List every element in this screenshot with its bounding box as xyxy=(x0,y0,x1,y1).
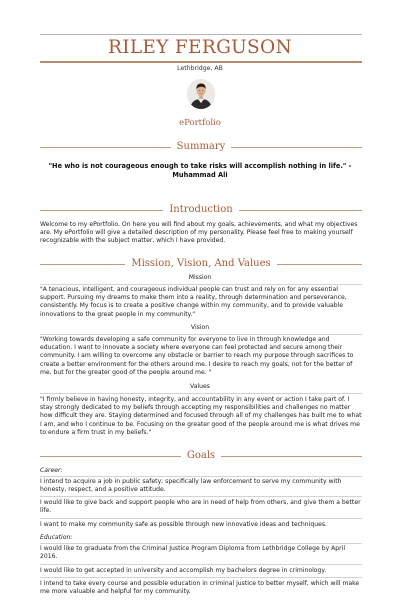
mvv-title: Mission, Vision, And Values xyxy=(125,258,276,269)
education-goal-item: I intend to take every course and possible education in criminal justice to better myself, which will make me more valuable and helpful for my community. xyxy=(40,580,360,596)
education-divider xyxy=(40,543,362,544)
values-text: "I firmly believe in having honesty, integrity, and accountability in any event or action I take part of. I stay strongly dedicated to my beliefs through accepting my responsibilities and challenges no matter how difficult they are. Staying determined and focused through all of my challenges has built me to what I am, and who I continue to be. Focusing on the greater good of the people around me is what drives me to endure a firm trust in my beliefs." xyxy=(40,396,362,436)
values-divider xyxy=(40,393,362,394)
career-goal-item: I intend to acquire a job in public safety; specifically law enforcement to serve my community with honesty, respect, and a positive attitude. xyxy=(40,478,342,494)
location-text: Lethbridge, AB xyxy=(177,65,223,72)
introduction-text: Welcome to my ePortfolio. On here you will find about my goals, achievements, and what my objectives are. My ePortfolio will give a detailed description of my personality. Please feel free to making yourself recognizable with the subject matter, which I have provided. xyxy=(40,221,358,245)
mission-divider xyxy=(40,284,362,285)
goals-title: Goals xyxy=(181,450,221,461)
introduction-section-header xyxy=(40,203,362,217)
summary-quote: "He who is not courageous enough to take risks will accomplish nothing in life." -Muhammad Ali xyxy=(48,162,352,179)
mission-label: Mission xyxy=(188,274,212,281)
top-divider xyxy=(40,34,362,35)
introduction-title: Introduction xyxy=(163,204,238,215)
education-item-divider xyxy=(40,564,362,565)
eportfolio-link[interactable]: ePortfolio xyxy=(179,118,221,128)
name-underline xyxy=(40,61,362,63)
summary-section-header xyxy=(40,140,362,154)
values-label: Values xyxy=(190,383,210,390)
person-name: RILEY FERGUSON xyxy=(108,37,292,58)
mvv-section-header xyxy=(40,257,362,271)
avatar xyxy=(187,79,215,109)
vision-text: "Working towards developing a safe community for everyone to live in through knowledge and education. I want to innovate a society where everyone can feel protected and secure among their community. I am willing to overcome any obstacle or barrier to reach my purpose through sacrifices to create a better environment for the others around me. I desire to reach my goals, not for the better of me, but for the greater good of the people around me. " xyxy=(40,336,354,376)
career-goal-item: I would like to give back and support people who are in need of help from others, and give them a better life. xyxy=(40,499,361,515)
career-divider xyxy=(40,476,362,477)
vision-divider xyxy=(40,334,362,335)
career-goal-item: I want to make my community safe as possible through new innovative ideas and techniques. xyxy=(40,521,327,528)
goals-section-header xyxy=(40,449,362,463)
career-item-divider xyxy=(40,496,362,497)
mission-text: "A tenacious, intelligent, and courageous individual people can trust and rely on for any essential support. Pursuing my dreams to make them into a reality, through determination and perseverance, consistently. My focus is to create a positive change within my community, and to provide valuable innovations to the great people in my community." xyxy=(40,286,347,318)
education-goal-item: I would like to get accepted in university and accomplish my bachelors degree in criminology. xyxy=(40,567,327,574)
vision-label: Vision xyxy=(190,324,210,331)
education-item-divider xyxy=(40,577,362,578)
career-label: Career: xyxy=(40,467,63,474)
summary-title: Summary xyxy=(171,141,232,152)
education-goal-item: I would like to graduate from the Criminal Justice Program Diploma from Lethbridge College by April 2016. xyxy=(40,545,346,561)
education-label: Education: xyxy=(40,534,73,541)
career-item-divider xyxy=(40,518,362,519)
profile-photo-icon xyxy=(187,79,215,109)
